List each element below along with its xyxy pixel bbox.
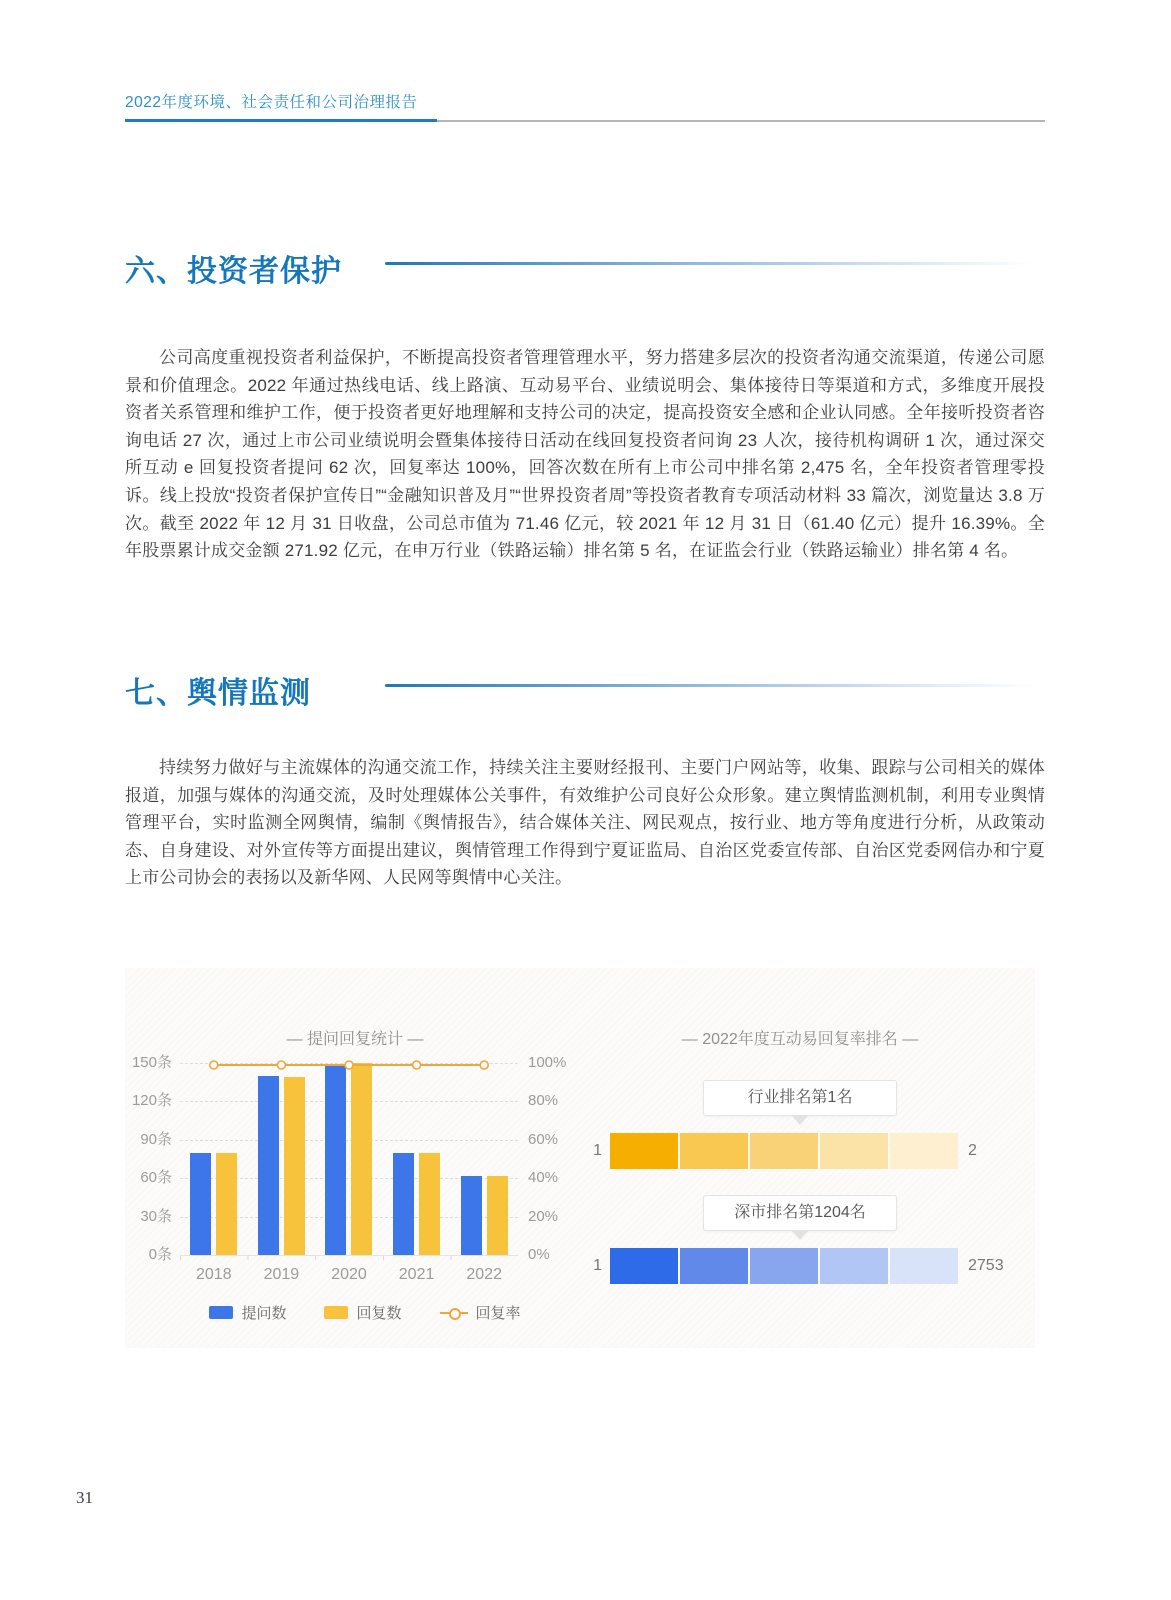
rank-max-value: 2753 (968, 1257, 1004, 1274)
y-axis-right-tick: 40% (528, 1169, 559, 1187)
qa-chart-plot-area (131, 1054, 567, 1263)
rank-label-box: 行业排名第1名 (703, 1080, 897, 1116)
legend-label: 提问数 (241, 1305, 287, 1322)
ranking-chart-title: — 2022年度互动易回复率排名 — (681, 1031, 919, 1048)
rank-bar-segment (680, 1248, 748, 1284)
page-number: 31 (76, 1488, 93, 1507)
rank-max-value: 2 (968, 1142, 977, 1159)
y-axis-left-tick: 90条 (140, 1130, 172, 1148)
y-axis-right-tick: 0% (528, 1246, 550, 1263)
rank-label-box: 深市排名第1204名 (703, 1195, 897, 1231)
heading-rule (385, 684, 1035, 687)
y-axis-left-tick: 60条 (140, 1169, 172, 1187)
legend-label: 回复率 (475, 1305, 521, 1322)
rank-bar-segment (680, 1133, 748, 1169)
rank-bar-segment (750, 1133, 818, 1169)
rank-bar-segment (890, 1248, 958, 1284)
rank-bar-segment (750, 1248, 818, 1284)
rank-gradient-bar (610, 1133, 958, 1169)
line-marker (210, 1061, 218, 1069)
x-axis-label: 2019 (263, 1266, 300, 1283)
x-axis-label: 2020 (331, 1266, 367, 1283)
x-axis-labels (180, 1266, 518, 1284)
investor-protection-paragraph: 公司高度重视投资者利益保护，不断提高投资者管理管理水平，努力搭建多层次的投资者沟通交流渠道，传递公司愿景和价值理念。2022 年通过热线电话、线上路演、互动易平台、业绩说明会、集体接待日等渠道和方式，多维度开展投资者关系管理和维护工作，便于投资者更好地理解和支持公司的决定，提高投资安全感和企业认同感。全年接听投资者咨询电话 27 次，通过上市公司业绩说明会暨集体接待日活动在线回复投资者问询 23 人次，接待机构调研 1 次，通过深交所互动 e 回复投资者提问 62 次，回复率达 100%，回答次数在所有上市公司中排名第 2,475 名，全年投资者管理零投诉。线上投放“投资者保护宣传日”“金融知识普及月”“世界投资者周”等投资者教育专项活动材料 33 篇次，浏览量达 3.8 万次。截至 2022 年 12 月 31 日收盘，公司总市值为 71.46 亿元，较 2021 年 12 月 31 日（61.40 亿元）提升 16.39%。全年股票累计成交金额 271.92 亿元，在申万行业（铁路运输）排名第 5 名，在证监会行业（铁路运输业）排名第 4 名。 (125, 348, 1045, 561)
legend-label: 回复数 (356, 1305, 402, 1322)
qa-statistics-chart (131, 1030, 570, 1323)
y-axis-right-tick: 80% (528, 1092, 559, 1110)
rank-bar-segment (610, 1133, 678, 1169)
qa-chart-legend (160, 1302, 570, 1323)
qa-chart-title: — 提问回复统计 — (286, 1031, 424, 1048)
y-axis-left-tick: 0条 (148, 1246, 172, 1263)
line-legend-marker (440, 1306, 468, 1319)
legend-swatch (209, 1306, 233, 1319)
line-marker (277, 1061, 285, 1069)
rank-bar-row (580, 1248, 1020, 1284)
reply-rate-ranking-chart (580, 1030, 1020, 1284)
legend-item-提问数 (209, 1302, 286, 1323)
rank-bar-segment (820, 1248, 888, 1284)
legend-dot (449, 1308, 461, 1320)
charts-panel (125, 968, 1035, 1348)
report-header-title: 2022年度环境、社会责任和公司治理报告 (125, 94, 418, 111)
y-axis-right-tick: 20% (528, 1207, 559, 1225)
y-axis-left-tick: 30条 (140, 1207, 172, 1225)
x-axis-label: 2022 (466, 1266, 502, 1283)
opinion-monitoring-paragraph: 持续努力做好与主流媒体的沟通交流工作，持续关注主要财经报刊、主要门户网站等，收集、跟踪与公司相关的媒体报道，加强与媒体的沟通交流，及时处理媒体公关事件，有效维护公司良好公众形象。建立舆情监测机制，利用专业舆情管理平台，实时监测全网舆情，编制《舆情报告》，结合媒体关注、网民观点，按行业、地方等角度进行分析，从政策动态、自身建设、对外宣传等方面提出建议，舆情管理工作得到宁夏证监局、自治区党委宣传部、自治区党委网信办和宁夏上市公司协会的表扬以及新华网、人民网等舆情中心关注。 (125, 758, 1045, 888)
section-heading-opinion-monitoring: 七、舆情监测 (125, 677, 311, 710)
section-heading-investor-protection: 六、投资者保护 (125, 255, 342, 288)
rank-bar-segment (890, 1133, 958, 1169)
y-axis-right-tick: 100% (528, 1054, 567, 1071)
caret-down-icon (792, 1116, 808, 1125)
caret-down-icon (792, 1231, 808, 1240)
x-axis-label: 2018 (196, 1266, 232, 1283)
legend-item-回复率 (440, 1302, 521, 1323)
line-marker (345, 1061, 353, 1069)
rank-bar-row (580, 1133, 1020, 1169)
header-rule-blue (125, 119, 437, 122)
reply-rate-line (180, 1063, 518, 1255)
rank-min-value: 1 (593, 1142, 602, 1159)
line-marker (480, 1061, 488, 1069)
rank-bar-segment (610, 1248, 678, 1284)
gridline (180, 1255, 518, 1256)
y-axis-left-tick: 150条 (131, 1054, 172, 1071)
rank-min-value: 1 (593, 1257, 602, 1274)
line-marker (413, 1061, 421, 1069)
legend-swatch (324, 1306, 348, 1319)
header-rule-gray (437, 120, 1045, 122)
heading-rule (385, 262, 1035, 265)
x-axis-label: 2021 (398, 1266, 435, 1283)
legend-item-回复数 (324, 1302, 401, 1323)
rank-gradient-bar (610, 1248, 958, 1284)
y-axis-right-tick: 60% (528, 1130, 559, 1148)
rank-bar-segment (820, 1133, 888, 1169)
y-axis-left-tick: 120条 (131, 1092, 172, 1110)
